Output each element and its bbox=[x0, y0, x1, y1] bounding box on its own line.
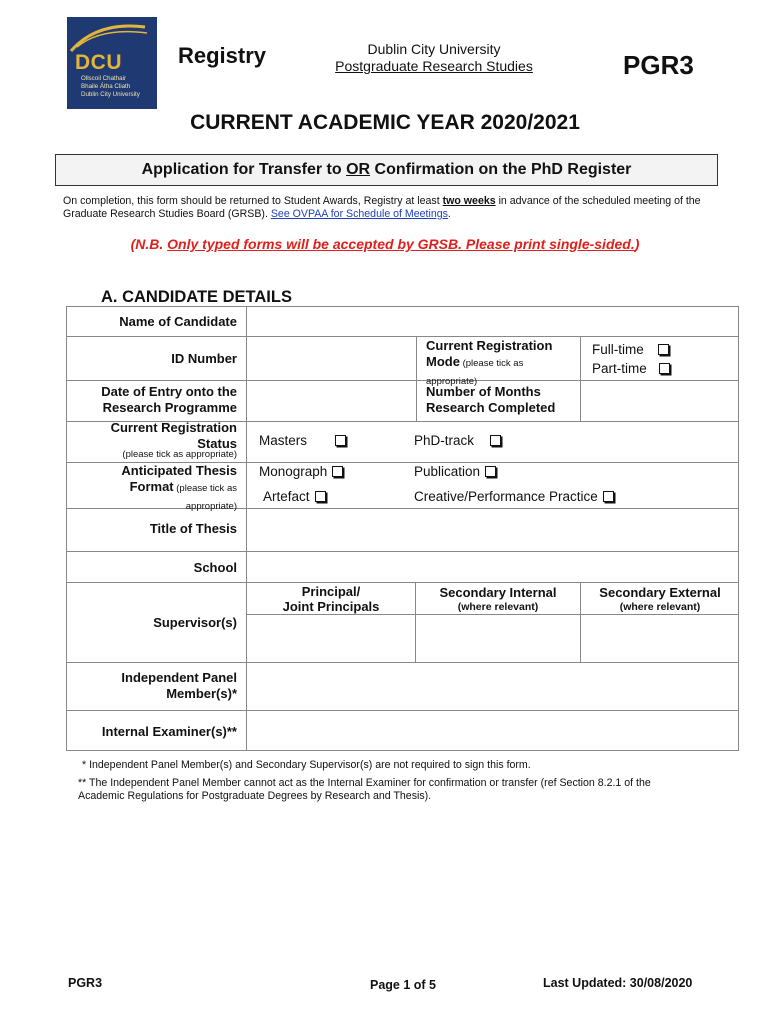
title-of-thesis-field[interactable] bbox=[248, 509, 737, 550]
format-hint1: (please tick as bbox=[173, 483, 237, 494]
label-registration-status bbox=[70, 420, 237, 452]
format-line1: Anticipated Thesis bbox=[121, 463, 237, 478]
principal-supervisor-field[interactable] bbox=[248, 615, 414, 661]
entry-line1: Date of Entry onto the bbox=[101, 384, 237, 399]
secondary-external-label: Secondary External bbox=[599, 585, 721, 600]
creative-practice-label: Creative/Performance Practice bbox=[414, 489, 598, 504]
status-line2: Status bbox=[197, 436, 237, 451]
intro-paragraph bbox=[63, 195, 703, 221]
secondary-internal-label: Secondary Internal bbox=[439, 585, 557, 600]
logo-line-3: Dublin City University bbox=[81, 91, 140, 98]
school-field[interactable] bbox=[248, 552, 737, 581]
creative-practice-option[interactable] bbox=[414, 489, 614, 504]
monograph-checkbox[interactable] bbox=[332, 466, 343, 477]
phd-track-option[interactable] bbox=[414, 433, 501, 448]
university-block bbox=[316, 41, 552, 75]
label-independent-panel bbox=[70, 670, 237, 702]
reg-mode-line1: Current Registration bbox=[426, 338, 553, 353]
ovpaa-schedule-link[interactable]: See OVPAA for Schedule of Meetings bbox=[270, 208, 448, 220]
masters-option[interactable] bbox=[259, 433, 346, 448]
logo-line-1: Ollscoil Chathair bbox=[81, 75, 127, 82]
masters-checkbox[interactable] bbox=[335, 435, 346, 446]
phd-track-checkbox[interactable] bbox=[490, 435, 501, 446]
secondary-internal-sub: (where relevant) bbox=[457, 601, 539, 613]
form-title bbox=[55, 154, 718, 186]
footer-form-code: PGR3 bbox=[68, 976, 103, 990]
artefact-label: Artefact bbox=[263, 489, 310, 504]
status-hint: (please tick as appropriate) bbox=[122, 449, 237, 460]
publication-label: Publication bbox=[414, 464, 481, 479]
header-secondary-external bbox=[584, 585, 736, 615]
label-school: School bbox=[193, 560, 237, 575]
footnote-2: ** The Independent Panel Member cannot act as the Internal Examiner for confirmation or transfer (ref Section 8.2.1 of the Academic Regulations for Postgraduate Degrees by Research and Thesis). bbox=[78, 777, 651, 802]
label-supervisors: Supervisor(s) bbox=[153, 615, 237, 630]
registry-heading: Registry bbox=[178, 43, 267, 68]
monograph-label: Monograph bbox=[259, 464, 328, 479]
months-line2: Research Completed bbox=[426, 400, 556, 415]
secondary-external-field[interactable] bbox=[581, 615, 737, 661]
label-name-of-candidate: Name of Candidate bbox=[119, 314, 237, 329]
part-time-checkbox[interactable] bbox=[659, 363, 670, 374]
form-title-or: OR bbox=[346, 161, 371, 178]
panel-line2: Member(s)* bbox=[166, 686, 237, 701]
months-line1: Number of Months bbox=[426, 384, 541, 399]
months-completed-field[interactable] bbox=[581, 381, 737, 420]
intro-text-2: in advance of the scheduled meeting of the Graduate Research Studies Board (GRSB). bbox=[63, 195, 701, 220]
id-number-field[interactable] bbox=[248, 337, 415, 379]
name-of-candidate-field[interactable] bbox=[248, 307, 737, 335]
intro-bold: two weeks bbox=[442, 195, 496, 207]
label-thesis-format bbox=[70, 463, 237, 515]
typed-forms-note bbox=[0, 236, 770, 252]
date-of-entry-field[interactable] bbox=[248, 381, 415, 420]
internal-examiner-field[interactable] bbox=[248, 711, 737, 749]
principal-line1: Principal/ bbox=[301, 584, 361, 599]
artefact-option[interactable] bbox=[263, 489, 326, 504]
label-id-number: ID Number bbox=[171, 351, 237, 366]
panel-line1: Independent Panel bbox=[121, 670, 237, 685]
label-registration-mode bbox=[426, 338, 576, 390]
full-time-label: Full-time bbox=[592, 342, 644, 357]
format-hint2: appropriate) bbox=[185, 501, 237, 512]
section-a-heading: A. CANDIDATE DETAILS bbox=[101, 288, 292, 306]
label-date-of-entry bbox=[70, 384, 237, 416]
artefact-checkbox[interactable] bbox=[315, 491, 326, 502]
university-name: Dublin City University bbox=[367, 41, 501, 57]
label-title-of-thesis: Title of Thesis bbox=[149, 521, 237, 536]
format-line2: Format bbox=[129, 479, 174, 494]
full-time-checkbox[interactable] bbox=[658, 344, 669, 355]
principal-line2: Joint Principals bbox=[282, 599, 380, 614]
academic-year-heading: CURRENT ACADEMIC YEAR 2020/2021 bbox=[190, 111, 580, 134]
header-principal bbox=[256, 584, 406, 614]
part-time-option[interactable] bbox=[592, 361, 670, 376]
form-code: PGR3 bbox=[623, 50, 694, 80]
note-suffix: ) bbox=[634, 236, 640, 252]
logo-text: DCU bbox=[75, 51, 122, 74]
status-line1: Current Registration bbox=[110, 420, 237, 435]
label-internal-examiner: Internal Examiner(s)** bbox=[101, 724, 237, 739]
independent-panel-field[interactable] bbox=[248, 663, 737, 709]
footnote-1: * Independent Panel Member(s) and Secondary Supervisor(s) are not required to sign this form. bbox=[82, 759, 531, 771]
part-time-label: Part-time bbox=[592, 361, 647, 376]
masters-label: Masters bbox=[259, 433, 308, 448]
department-name: Postgraduate Research Studies bbox=[335, 58, 533, 74]
label-months-completed bbox=[426, 384, 576, 416]
secondary-external-sub: (where relevant) bbox=[619, 601, 701, 613]
header-secondary-internal bbox=[422, 585, 574, 615]
secondary-internal-field[interactable] bbox=[417, 615, 579, 661]
note-prefix: (N.B. bbox=[130, 236, 168, 252]
candidate-details-table bbox=[66, 306, 739, 751]
monograph-option[interactable] bbox=[259, 464, 343, 479]
full-time-option[interactable] bbox=[592, 342, 669, 357]
creative-practice-checkbox[interactable] bbox=[603, 491, 614, 502]
note-underlined: Only typed forms will be accepted by GRSB. Please print single-sided. bbox=[167, 236, 635, 252]
reg-mode-line2: Mode bbox=[426, 354, 460, 369]
form-title-part1: Application for Transfer to bbox=[141, 161, 347, 178]
dcu-logo bbox=[67, 17, 157, 109]
publication-checkbox[interactable] bbox=[485, 466, 496, 477]
entry-line2: Research Programme bbox=[102, 400, 237, 415]
logo-line-2: Bhaile Átha Cliath bbox=[81, 83, 131, 90]
intro-text-1: On completion, this form should be returned to Student Awards, Registry at least bbox=[63, 195, 443, 207]
footer-last-updated: Last Updated: 30/08/2020 bbox=[543, 976, 693, 990]
reg-mode-hint: (please tick as appropriate) bbox=[426, 358, 524, 387]
phd-track-label: PhD-track bbox=[414, 433, 475, 448]
footer-page-number: Page 1 of 5 bbox=[370, 978, 436, 992]
intro-end: . bbox=[447, 208, 451, 220]
form-title-part2: Confirmation on the PhD Register bbox=[370, 161, 632, 178]
publication-option[interactable] bbox=[414, 464, 496, 479]
